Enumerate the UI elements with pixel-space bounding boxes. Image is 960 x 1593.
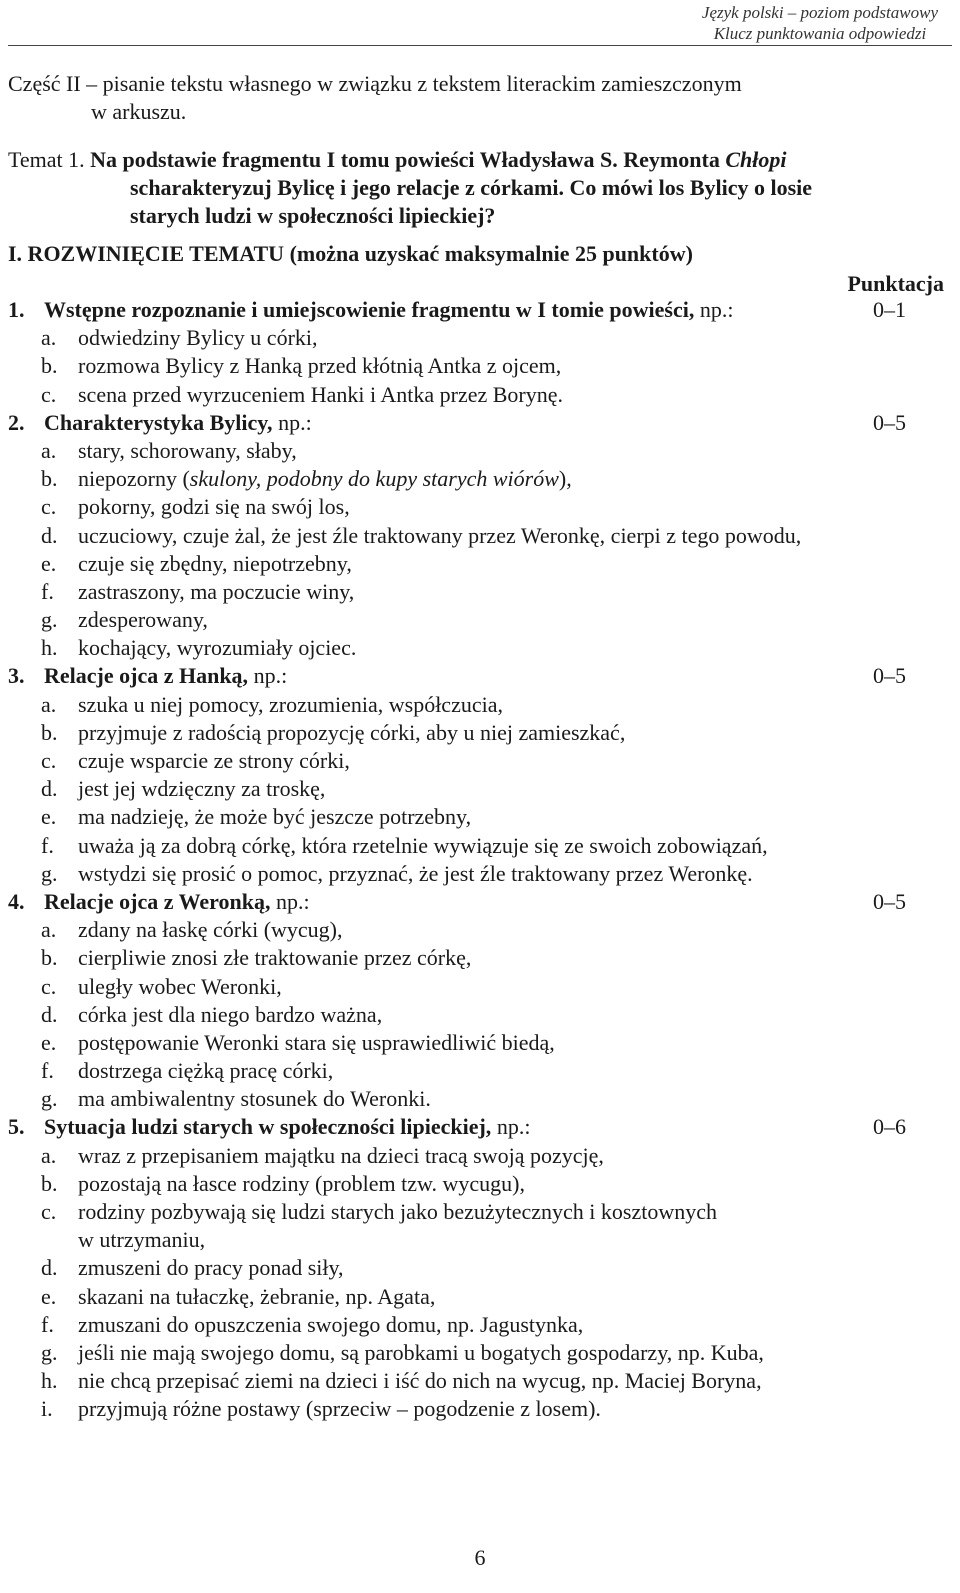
list-item-text: ma nadzieję, że może być jeszcze potrzebny, [78, 804, 472, 830]
header-subtitle: Klucz punktowania odpowiedzi [713, 24, 927, 43]
criterion-title-text: Wstępne rozpoznanie i umiejscowienie fragmentu w I tomie powieści, [44, 297, 695, 322]
topic-block [8, 146, 812, 230]
list-item-text: córka jest dla niego bardzo ważna, [78, 1001, 383, 1027]
list-item-text: przyjmuje z radością propozycję córki, aby u niej zamieszkać, [78, 719, 626, 745]
list-item [8, 522, 948, 550]
list-item [8, 944, 948, 972]
topic-prefix: Temat 1. [8, 147, 91, 172]
list-item-text: uważa ją za dobrą córkę, która rzetelnie wywiązuje się ze swoich zobowiązań, [78, 832, 768, 858]
list-item-letter: b. [41, 1170, 58, 1196]
list-item [8, 1057, 948, 1085]
list-item-letter: c. [41, 748, 57, 773]
part-heading-line2: w arkuszu. [91, 99, 187, 124]
list-item-text: dostrzega ciężką pracę córki, [78, 1058, 334, 1084]
criterion-title [44, 296, 733, 324]
page-number: 6 [474, 1545, 486, 1570]
scoring-column-header: Punktacja [847, 271, 944, 296]
list-item [8, 775, 948, 803]
criterion-suffix: np.: [248, 663, 288, 689]
list-item-letter: g. [41, 1086, 58, 1112]
criterion-title-text: Charakterystyka Bylicy, [44, 409, 273, 435]
criterion-score: 0–6 [873, 1114, 906, 1140]
list-item-letter: d. [41, 1001, 58, 1027]
list-item-text: czuje wsparcie ze strony córki, [78, 748, 350, 773]
list-item-letter: h. [41, 635, 58, 661]
list-item-text: przyjmują różne postawy (sprzeciw – pogodzenie z losem). [78, 1396, 601, 1422]
list-item-text: w utrzymaniu, [78, 1227, 206, 1253]
list-item-letter: a. [41, 437, 57, 463]
list-item-text: czuje się zbędny, niepotrzebny, [78, 550, 352, 576]
list-item [8, 606, 948, 634]
list-item-text: zmuszani do opuszczenia swojego domu, np. Jagustynka, [78, 1311, 584, 1337]
topic-line3: starych ludzi w społeczności lipieckiej? [130, 203, 496, 228]
list-item-text: zastraszony, ma poczucie winy, [78, 578, 355, 604]
list-item-text: uległy wobec Weronki, [78, 973, 282, 999]
list-item-letter: e. [41, 550, 57, 576]
list-item-letter: a. [41, 325, 57, 351]
criterion-title [44, 662, 287, 690]
criterion-suffix: np.: [694, 297, 734, 322]
list-item-text: rozmowa Bylicy z Hanką przed kłótnią Antka z ojcem, [78, 353, 562, 379]
list-item-letter: c. [41, 1199, 57, 1224]
criterion-title-text: Relacje ojca z Weronką, [44, 888, 271, 914]
list-item-text: rodziny pozbywają się ludzi starych jako bezużytecznych i kosztownych [78, 1199, 717, 1224]
criterion-number: 1. [8, 297, 25, 322]
list-item [8, 719, 948, 747]
list-item-text: skazani na tułaczkę, żebranie, np. Agata, [78, 1283, 436, 1309]
list-item-letter: c. [41, 494, 57, 520]
list-item [8, 1085, 948, 1113]
list-item-text: postępowanie Weronki stara się usprawiedliwić biedą, [78, 1029, 555, 1055]
criterion-score: 0–5 [873, 663, 906, 689]
list-item-letter: g. [41, 1339, 58, 1365]
list-item [8, 1029, 948, 1057]
list-item [8, 324, 948, 352]
list-item-text: nie chcą przepisać ziemi na dzieci i iść do nich na wycug, np. Maciej Boryna, [78, 1368, 762, 1394]
list-item [8, 803, 948, 831]
list-item-text: wraz z przepisaniem majątku na dzieci tracą swoją pozycję, [78, 1142, 604, 1168]
list-item [8, 691, 948, 719]
list-item [8, 1339, 948, 1367]
list-item-letter: e. [41, 804, 57, 830]
list-item [8, 1395, 948, 1423]
criterion-row [8, 296, 948, 324]
list-item [8, 1226, 948, 1254]
list-item-letter: b. [41, 719, 58, 745]
section-heading: I. ROZWINIĘCIE TEMATU (można uzyskać maksymalnie 25 punktów) [8, 241, 693, 266]
topic-line2: scharakteryzuj Bylicę i jego relacje z córkami. Co mówi los Bylicy o losie [130, 175, 813, 200]
list-item [8, 381, 948, 409]
list-item-text: zmuszeni do pracy ponad siły, [78, 1255, 344, 1281]
list-item [8, 1254, 948, 1282]
list-item-letter: f. [41, 832, 54, 858]
list-item-letter: f. [41, 1311, 54, 1337]
list-item-letter: c. [41, 973, 57, 999]
list-item-text: pozostają na łasce rodziny (problem tzw. wycugu), [78, 1170, 525, 1196]
list-item [8, 550, 948, 578]
list-item-text: wstydzi się prosić o pomoc, przyznać, że jest źle traktowany przez Weronkę. [78, 860, 753, 886]
list-item-letter: g. [41, 860, 58, 886]
page-header [702, 2, 938, 44]
list-item [8, 747, 948, 775]
criterion-suffix: np.: [270, 888, 310, 914]
list-item [8, 578, 948, 606]
list-item [8, 832, 948, 860]
list-item-letter: b. [41, 945, 58, 971]
list-item-text: jeśli nie mają swojego domu, są parobkami u bogatych gospodarzy, np. Kuba, [78, 1339, 764, 1365]
list-item [8, 465, 948, 493]
criterion-row [8, 409, 948, 437]
list-item [8, 634, 948, 662]
list-item [8, 916, 948, 944]
list-item-letter: f. [41, 578, 54, 604]
list-item-text: zdany na łaskę córki (wycug), [78, 917, 343, 943]
criterion-score: 0–1 [873, 297, 906, 322]
list-item-text: zdesperowany, [78, 607, 208, 633]
list-item [8, 1311, 948, 1339]
list-item-letter: d. [41, 522, 58, 548]
part-heading-line1: Część II – pisanie tekstu własnego w związku z tekstem literackim zamieszczonym [8, 71, 742, 96]
list-item-letter: f. [41, 1058, 54, 1084]
criterion-row [8, 662, 948, 690]
list-item-letter: a. [41, 1142, 57, 1168]
topic-line1: Na podstawie fragmentu I tomu powieści Władysława S. Reymonta [90, 147, 726, 172]
list-item [8, 1001, 948, 1029]
list-item-letter: g. [41, 607, 58, 633]
list-item-letter: h. [41, 1368, 58, 1394]
list-item-letter: a. [41, 917, 57, 943]
criterion-number: 5. [8, 1114, 25, 1140]
list-item-letter: e. [41, 1029, 57, 1055]
list-item-text: kochający, wyrozumiały ojciec. [78, 635, 357, 661]
criterion-score: 0–5 [873, 409, 906, 435]
list-item [8, 1367, 948, 1395]
criterion-number: 3. [8, 663, 25, 689]
list-item [8, 1283, 948, 1311]
list-item-letter: c. [41, 381, 57, 407]
list-item-letter: i. [41, 1396, 53, 1422]
list-item [8, 1198, 948, 1226]
criterion-row [8, 1113, 948, 1141]
list-item-letter: a. [41, 691, 57, 717]
list-item [8, 437, 948, 465]
criterion-suffix: np.: [272, 409, 312, 435]
list-item-text: odwiedziny Bylicy u córki, [78, 325, 318, 351]
list-item-text: niepozorny (skulony, podobny do kupy starych wiórów), [78, 466, 572, 492]
criterion-title [44, 888, 310, 916]
list-item-text: szuka u niej pomocy, zrozumienia, współczucia, [78, 691, 503, 717]
list-item-text: scena przed wyrzuceniem Hanki i Antka przez Borynę. [78, 381, 564, 407]
list-item [8, 1170, 948, 1198]
criteria-list [8, 296, 948, 1424]
list-item [8, 973, 948, 1001]
part-heading [8, 70, 948, 126]
list-item-letter: b. [41, 353, 58, 379]
header-subject: Język polski – poziom podstawowy [701, 3, 938, 22]
criterion-title-text: Relacje ojca z Hanką, [44, 663, 249, 689]
list-item-letter: d. [41, 776, 58, 802]
header-divider [8, 45, 952, 46]
criterion-row [8, 888, 948, 916]
criterion-number: 4. [8, 888, 25, 914]
list-item-text: stary, schorowany, słaby, [78, 437, 297, 463]
criterion-number: 2. [8, 409, 25, 435]
criterion-title [44, 1113, 530, 1141]
criterion-suffix: np.: [491, 1114, 531, 1140]
list-item-letter: d. [41, 1255, 58, 1281]
list-item-letter: b. [41, 466, 58, 492]
list-item-text: cierpliwie znosi złe traktowanie przez córkę, [78, 945, 472, 971]
criterion-title [44, 409, 312, 437]
topic-book-title: Chłopi [725, 147, 787, 172]
list-item [8, 860, 948, 888]
list-item-text: uczuciowy, czuje żal, że jest źle traktowany przez Weronkę, cierpi z tego powodu, [78, 522, 802, 548]
criterion-title-text: Sytuacja ludzi starych w społeczności lipieckiej, [44, 1114, 492, 1140]
list-item [8, 1142, 948, 1170]
list-item-letter: e. [41, 1283, 57, 1309]
criterion-score: 0–5 [873, 888, 906, 914]
list-item [8, 493, 948, 521]
list-item [8, 352, 948, 380]
list-item-text: ma ambiwalentny stosunek do Weronki. [78, 1086, 431, 1112]
list-item-text: jest jej wdzięczny za troskę, [78, 776, 326, 802]
list-item-text: pokorny, godzi się na swój los, [78, 494, 350, 520]
